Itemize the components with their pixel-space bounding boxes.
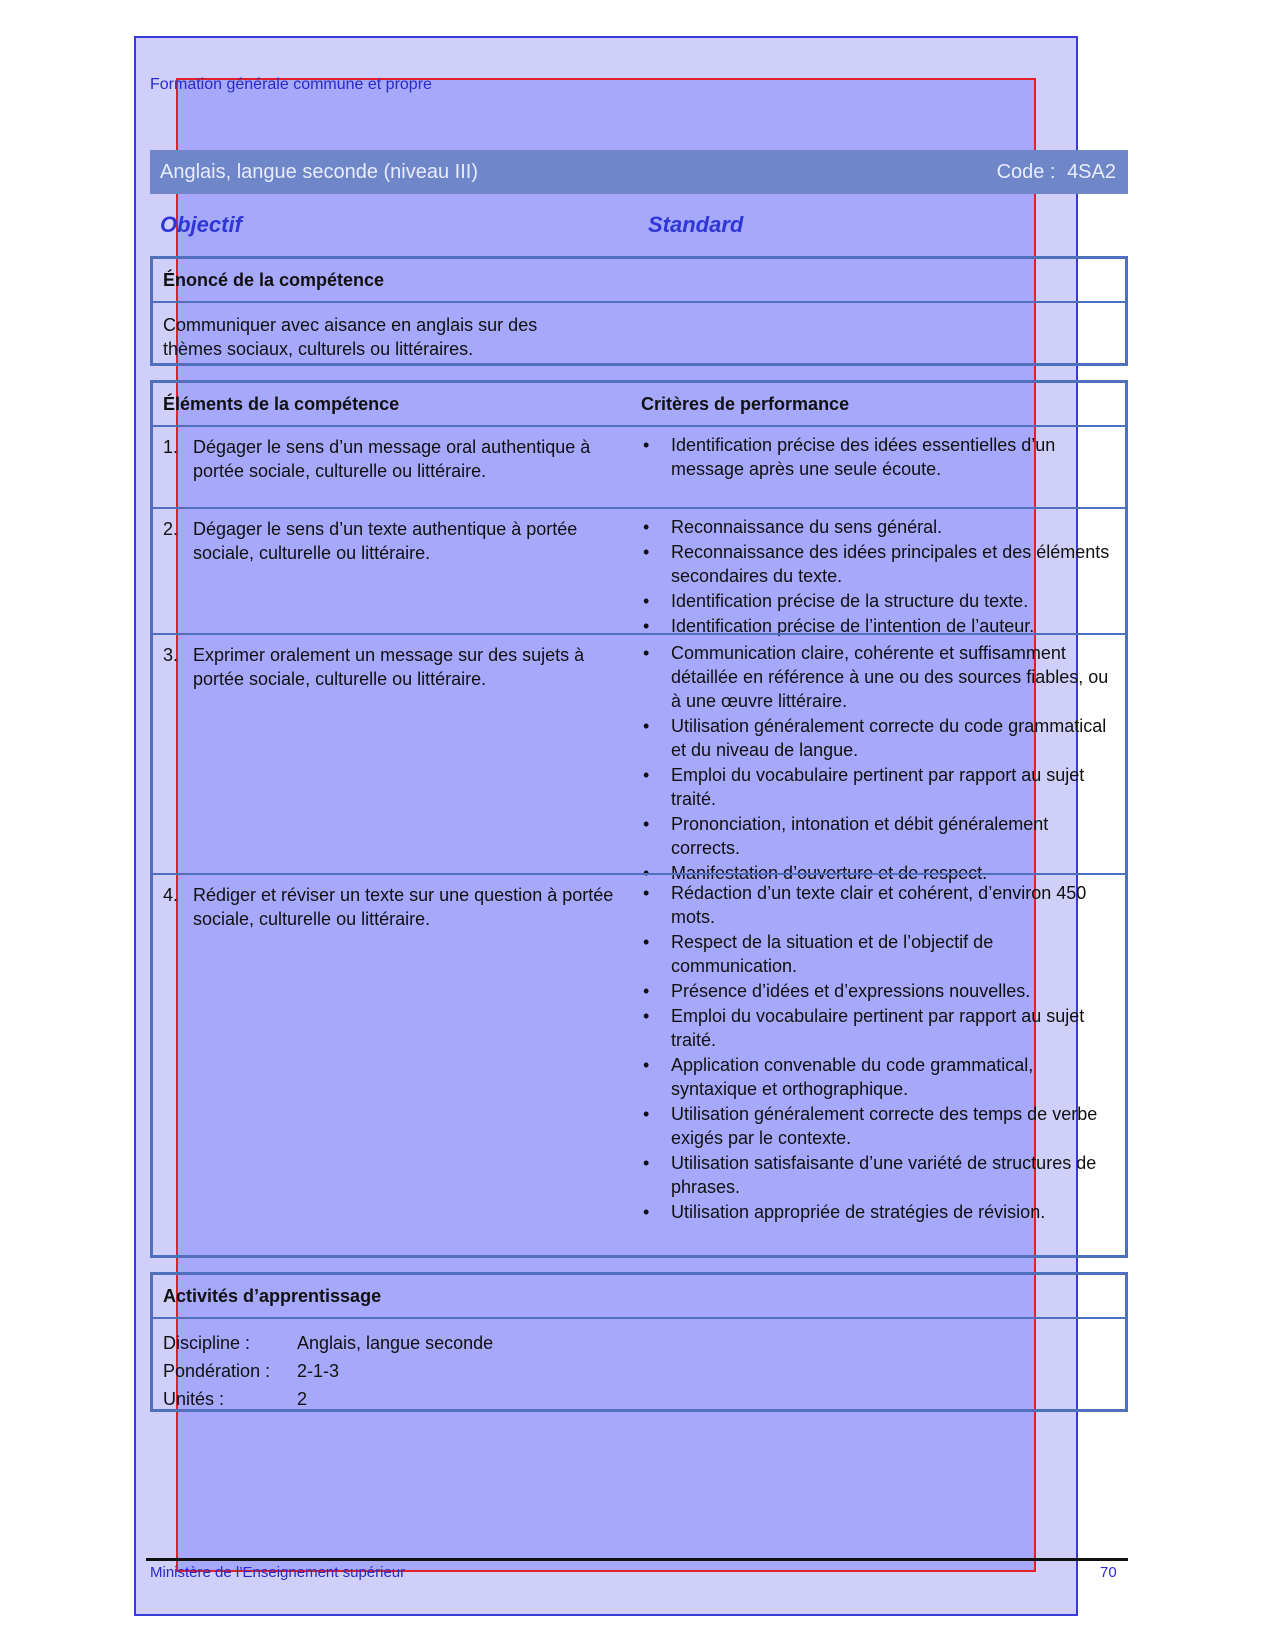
discipline-label: Discipline : [163,1333,251,1353]
unites-label: Unités : [163,1389,225,1409]
footer-ministry: Ministère de l’Enseignement supérieur [150,1564,406,1581]
standard-heading: Standard [648,212,744,237]
code-value: 4SA2 [1067,160,1116,183]
element-number: 2. [163,519,179,539]
criteria-item: • Identification précise de la structure du texte. [641,589,1111,613]
activites-body [153,1319,1125,1423]
criteria-list [641,515,1111,639]
criteria-item: • Identification précise de l’intention de l’auteur. [641,614,1111,638]
unites-line [163,1385,1115,1413]
ponderation-line [163,1357,1115,1385]
ponderation-label: Pondération : [163,1361,271,1381]
criteria-item: • Présence d’idées et d’expressions nouvelles. [641,979,1111,1003]
course-title-bar [150,150,1128,194]
footer-divider [146,1558,1128,1561]
criteria-item: • Reconnaissance des idées principales et des éléments secondaires du texte. [641,540,1111,588]
criteria-item: • Respect de la situation et de l’objectif de communication. [641,930,1111,978]
enonce-title: Énoncé de la compétence [153,259,1125,303]
criteria-item: • Reconnaissance du sens général. [641,515,1111,539]
criteria-list [641,881,1111,1225]
criteria-list [641,433,1111,482]
course-title: Anglais, langue seconde (niveau III) [160,160,478,183]
discipline-line [163,1329,1115,1357]
unites-value: 2 [297,1389,308,1409]
elements-header [153,383,1125,427]
discipline-value: Anglais, langue seconde [297,1333,494,1353]
course-code [991,161,1116,184]
enonce-text: Communiquer avec aisance en anglais sur des thèmes sociaux, culturels ou littéraires. [163,315,538,359]
element-row-2 [153,507,1125,636]
elements-box [150,380,1128,1258]
element-row-3 [153,633,1125,883]
element-description: Rédiger et réviser un texte sur une question à portée sociale, culturelle ou littéraire. [193,885,614,929]
criteria-item: • Utilisation appropriée de stratégies de révision. [641,1200,1111,1224]
elements-title: Éléments de la compétence [163,393,400,414]
column-headings [160,212,1120,238]
criteria-item: • Identification précise des idées essentielles d’un message après une seule écoute. [641,433,1111,481]
enonce-box [150,256,1128,366]
element-description: Dégager le sens d’un message oral authentique à portée sociale, culturelle ou littéraire. [193,437,591,481]
element-number: 1. [163,437,179,457]
criteria-item: • Manifestation d’ouverture et de respect. [641,861,1111,885]
criteria-title: Critères de performance [641,393,850,414]
criteria-item: • Application convenable du code grammatical, syntaxique et orthographique. [641,1053,1111,1101]
element-number: 4. [163,885,179,905]
criteria-item: • Emploi du vocabulaire pertinent par rapport au sujet traité. [641,763,1111,811]
element-description: Exprimer oralement un message sur des sujets à portée sociale, culturelle ou littéraire. [193,645,585,689]
element-description: Dégager le sens d’un texte authentique à portée sociale, culturelle ou littéraire. [193,519,578,563]
criteria-item: • Utilisation généralement correcte des temps de verbe exigés par le contexte. [641,1102,1111,1150]
criteria-list [641,641,1111,886]
activites-box [150,1272,1128,1412]
code-label: Code : [996,160,1056,183]
objectif-heading: Objectif [160,212,242,237]
criteria-item: • Utilisation satisfaisante d’une variété de structures de phrases. [641,1151,1111,1199]
criteria-item: • Communication claire, cohérente et suffisamment détaillée en référence à une ou des sources fiables, ou à une œuvre littéraire. [641,641,1111,713]
page-number: 70 [1100,1564,1117,1581]
ponderation-value: 2-1-3 [297,1361,340,1381]
element-row-4 [153,873,1125,1255]
criteria-item: • Utilisation généralement correcte du code grammatical et du niveau de langue. [641,714,1111,762]
section-label: Formation générale commune et propre [150,76,432,93]
element-number: 3. [163,645,179,665]
criteria-item: • Rédaction d’un texte clair et cohérent, d’environ 450 mots. [641,881,1111,929]
activites-title: Activités d’apprentissage [153,1275,1125,1319]
criteria-item: • Prononciation, intonation et débit généralement corrects. [641,812,1111,860]
criteria-item: • Emploi du vocabulaire pertinent par rapport au sujet traité. [641,1004,1111,1052]
element-row-1 [153,427,1125,507]
